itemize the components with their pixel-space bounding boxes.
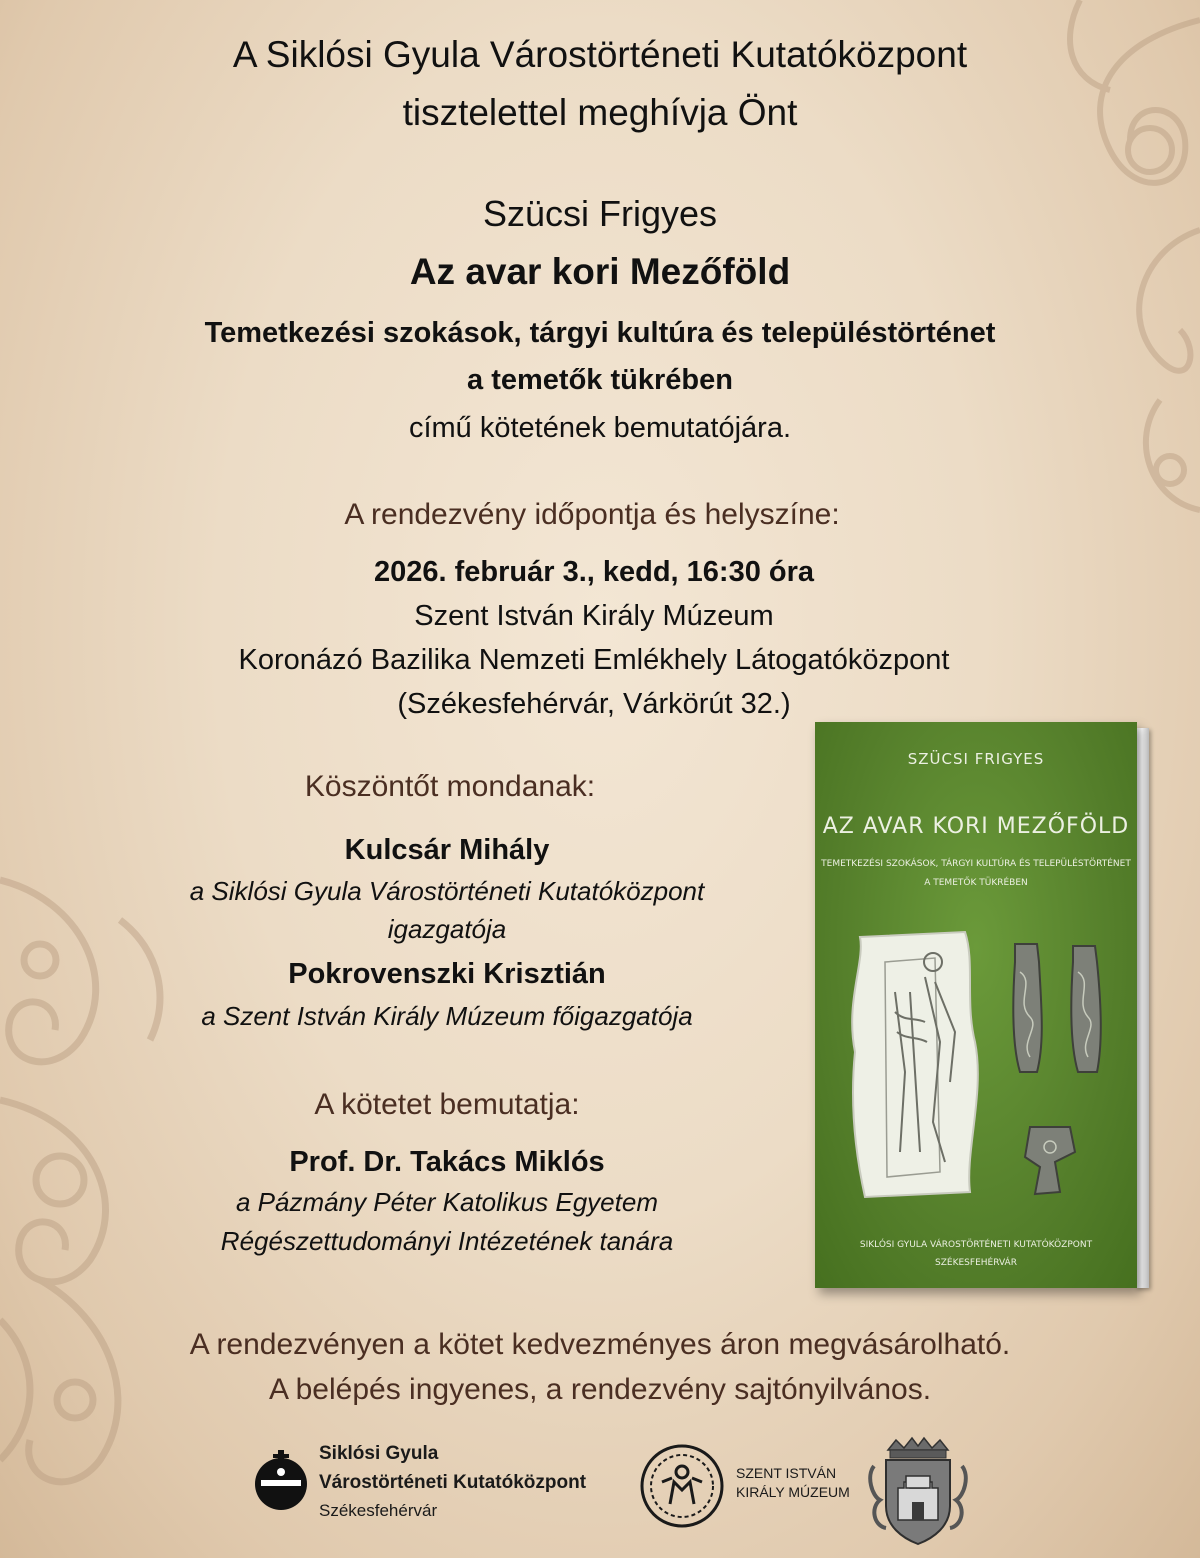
museum-logo-line-2: KIRÁLY MÚZEUM <box>736 1484 850 1500</box>
museum-logo-line-1: SZENT ISTVÁN <box>736 1465 837 1481</box>
author-name: Szücsi Frigyes <box>482 193 718 234</box>
book-cover-title: AZ AVAR KORI MEZŐFÖLD <box>822 814 1130 839</box>
city-coat-of-arms-icon <box>866 1436 970 1546</box>
museum-logo-icon <box>638 1442 726 1530</box>
book-spine <box>1135 728 1149 1288</box>
siklosi-gyula-logo-icon <box>253 1448 309 1512</box>
presenter-role-line-2: Régészettudományi Intézetének tanára <box>220 1226 674 1256</box>
siklosi-logo-line-2: Várostörténeti Kutatóközpont <box>319 1472 587 1493</box>
event-venue-1: Szent István Király Múzeum <box>414 600 774 632</box>
presenter-heading: A kötetet bemutatja: <box>314 1088 580 1121</box>
book-cover-publisher-line-1: SIKLÓSI GYULA VÁROSTÖRTÉNETI KUTATÓKÖZPONT <box>859 1240 1093 1250</box>
event-heading: A rendezvény időpontja és helyszíne: <box>344 498 840 531</box>
speaker-1-role-line-1: a Siklósi Gyula Várostörténeti Kutatóközpont <box>189 876 705 906</box>
footer-line-2: A belépés ingyenes, a rendezvény sajtónyilvános. <box>268 1373 932 1406</box>
presenter-role-line-1: a Pázmány Péter Katolikus Egyetem <box>236 1187 658 1217</box>
header-line-2: tisztelettel meghívja Önt <box>402 92 798 133</box>
book-presentation-text: című kötetének bemutatójára. <box>408 412 792 444</box>
footer-line-1: A rendezvényen a kötet kedvezményes áron megvásárolható. <box>189 1328 1011 1361</box>
speaker-1-name: Kulcsár Mihály <box>344 834 550 866</box>
book-title: Az avar kori Mezőföld <box>409 251 791 292</box>
event-venue-2: Koronázó Bazilika Nemzeti Emlékhely Látogatóközpont <box>238 644 950 676</box>
greetings-heading: Köszöntőt mondanak: <box>304 770 596 803</box>
siklosi-logo-line-1: Siklósi Gyula <box>319 1443 439 1464</box>
book-subtitle-line-1: Temetkezési szokások, tárgyi kultúra és településtörténet <box>204 317 996 349</box>
book-subtitle-line-2: a temetők tükrében <box>467 364 733 396</box>
event-address: (Székesfehérvár, Várkörút 32.) <box>397 688 791 720</box>
siklosi-logo-line-3: Székesfehérvár <box>319 1501 438 1520</box>
speaker-2-name: Pokrovenszki Krisztián <box>288 958 606 990</box>
book-cover-image <box>815 722 1155 1292</box>
book-cover-subtitle-line-2: A TEMETŐK TÜKRÉBEN <box>924 878 1028 888</box>
book-cover <box>815 722 1137 1288</box>
header-line-1: A Siklósi Gyula Várostörténeti Kutatóközpont <box>232 34 968 75</box>
book-cover-publisher-line-2: SZÉKESFEHÉRVÁR <box>935 1258 1017 1268</box>
book-cover-subtitle-line-1: TEMETKEZÉSI SZOKÁSOK, TÁRGYI KULTÚRA ÉS TELEPÜLÉSTÖRTÉNET <box>821 859 1131 869</box>
speaker-2-role: a Szent István Király Múzeum főigazgatója <box>201 1001 693 1031</box>
belt-fittings-illustration <box>815 922 1137 1222</box>
book-cover-author: SZÜCSI FRIGYES <box>907 750 1045 768</box>
presenter-name: Prof. Dr. Takács Miklós <box>289 1146 605 1178</box>
event-datetime: 2026. február 3., kedd, 16:30 óra <box>373 556 815 588</box>
speaker-1-role-line-2: igazgatója <box>387 914 507 944</box>
